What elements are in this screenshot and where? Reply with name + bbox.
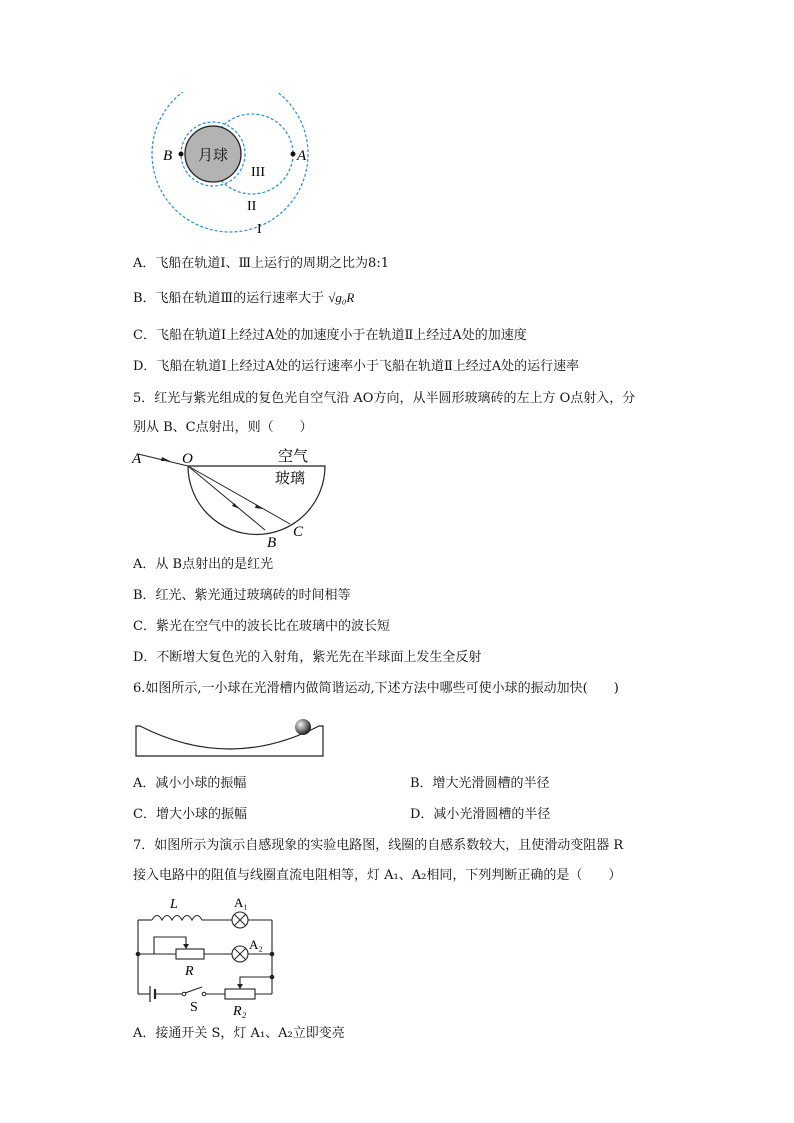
label-A2: A₂: [249, 937, 263, 952]
arrow-C: [255, 505, 263, 509]
q6-stem: 6.如图所示,一小球在光滑槽内做简谐运动,下述方法中哪些可使小球的振动加快( ): [133, 681, 619, 696]
label-S: S: [190, 1000, 198, 1015]
ball: [295, 719, 311, 735]
q5-option-a: A．从 B点射出的是红光: [133, 557, 274, 572]
coil-L: [152, 916, 202, 921]
orbit-diagram: [130, 92, 330, 242]
label-III: III: [251, 165, 265, 180]
q4-option-b: [133, 289, 354, 308]
q4-option-b-math: √g₀R: [328, 290, 355, 305]
label-glass: 玻璃: [275, 471, 306, 487]
q5-stem-line1: 5．红光与紫光组成的复色光自空气沿 AO方向，从半圆形玻璃砖的左上方 O点射入，分: [133, 391, 636, 406]
glass-diagram: [130, 444, 330, 550]
q5-option-b: B．红光、紫光通过玻璃砖的时间相等: [133, 588, 351, 603]
q7-stem-line2: 接入电路中的阻值与线圈直流电阻相等，灯 A₁、A₂相同，下列判断正确的是（ ）: [133, 868, 622, 883]
point-A: [291, 152, 296, 157]
q4-option-b-text: B．飞船在轨道Ⅲ的运行速率大于: [133, 291, 325, 306]
q6-option-c: C．增大小球的振幅: [133, 807, 247, 822]
label-R: R: [185, 964, 194, 979]
groove-diagram: [130, 712, 330, 760]
q6-option-b: B．增大光滑圆槽的半径: [410, 776, 550, 791]
ray-to-B: [188, 466, 265, 530]
q7-stem-line1: 7．如图所示为演示自感现象的实验电路图，线圈的自感系数较大，且使滑动变阻器 R: [133, 838, 624, 853]
rheostat-R2-slider: [240, 977, 272, 988]
label-I: I: [257, 222, 262, 237]
q4-option-a: A．飞船在轨道Ⅰ、Ⅲ上运行的周期之比为8:1: [133, 256, 389, 271]
label-L: L: [170, 897, 178, 912]
label-R2: R₂: [233, 1004, 247, 1018]
rheostat-R2: [225, 989, 255, 999]
label-II: II: [247, 199, 257, 214]
label-O: O: [182, 451, 193, 467]
point-B: [179, 152, 184, 157]
circuit-diagram: [130, 890, 280, 1018]
incident-arrow: [161, 457, 170, 461]
q7-option-a: A．接通开关 S，灯 A₁、A₂立即变亮: [133, 1026, 345, 1041]
groove-outline: [136, 726, 323, 756]
q5-stem-line2: 别从 B、C点射出，则（ ）: [133, 420, 313, 435]
moon-label: 月球: [197, 148, 229, 164]
label-A: A: [132, 451, 142, 467]
rheostat-R: [176, 949, 204, 959]
q6-option-a: A．减小小球的振幅: [133, 776, 247, 791]
label-B: B: [163, 148, 173, 164]
q5-option-d: D．不断增大复色光的入射角，紫光先在半球面上发生全反射: [133, 650, 482, 665]
q5-option-c: C．紫光在空气中的波长比在玻璃中的波长短: [133, 619, 390, 634]
switch-S: [185, 987, 202, 993]
label-C: C: [293, 524, 304, 540]
label-A: A: [297, 148, 307, 164]
label-air: 空气: [278, 449, 309, 465]
label-A1: A₁: [234, 895, 248, 910]
label-B: B: [267, 535, 277, 550]
q4-option-d: D．飞船在轨道Ⅰ上经过A处的运行速率小于飞船在轨道Ⅱ上经过A处的运行速率: [133, 359, 580, 374]
q4-option-c: C．飞船在轨道Ⅰ上经过A处的加速度小于在轨道Ⅱ上经过A处的加速度: [133, 328, 527, 343]
q6-option-d: D．减小光滑圆槽的半径: [410, 807, 551, 822]
